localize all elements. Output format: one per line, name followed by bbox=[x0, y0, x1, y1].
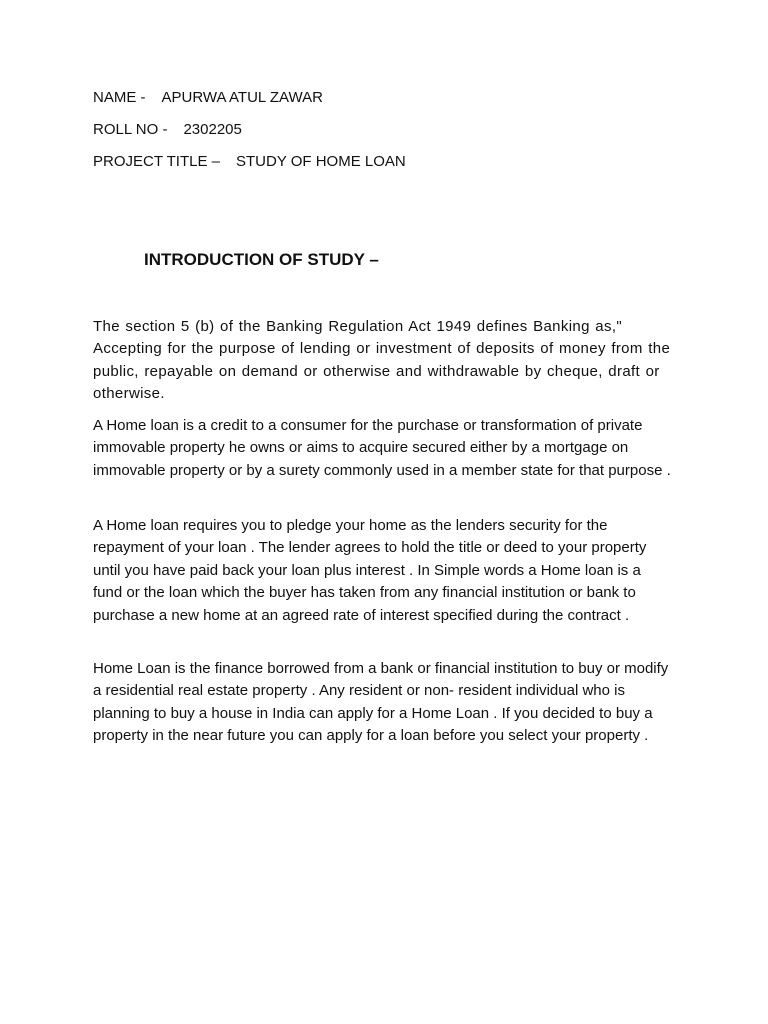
paragraph-banking-definition: The section 5 (b) of the Banking Regulation Act 1949 defines Banking as," Accepting for the purpose of lending or investment of deposits of money from the public, repayable on demand or otherwise and withdrawable by cheque, draft or otherwise. bbox=[93, 318, 671, 403]
roll-label: ROLL NO - bbox=[93, 121, 168, 138]
name-label: NAME - bbox=[93, 89, 146, 106]
name-value: APURWA ATUL ZAWAR bbox=[161, 89, 323, 106]
paragraph-home-loan-definition: A Home loan is a credit to a consumer for the purchase or transformation of private immovable property he owns or aims to acquire secured either by a mortgage on immovable property or by a surety commonly used in a member state for that purpose . bbox=[93, 417, 671, 479]
project-title-line bbox=[93, 153, 406, 171]
section-heading: INTRODUCTION OF STUDY – bbox=[144, 250, 379, 269]
student-name-line bbox=[93, 89, 323, 107]
paragraph-home-loan-finance: Home Loan is the finance borrowed from a bank or financial institution to buy or modify a residential real estate property . Any resident or non- resident individual who is planning to buy a house in India can apply for a Home Loan . If you decided to buy a property in the near future you can apply for a loan before you select your property . bbox=[93, 660, 669, 745]
project-value: STUDY OF HOME LOAN bbox=[235, 153, 406, 170]
project-label: PROJECT TITLE – bbox=[93, 153, 220, 170]
roll-number-line bbox=[93, 121, 242, 139]
paragraph-home-loan-pledge: A Home loan requires you to pledge your home as the lenders security for the repayment of your loan . The lender agrees to hold the title or deed to your property until you have paid back your loan plus interest . In Simple words a Home loan is a fund or the loan which the buyer has taken from any financial institution or bank to purchase a new home at an agreed rate of interest specified during the contract . bbox=[93, 517, 647, 624]
roll-value: 2302205 bbox=[183, 121, 242, 138]
